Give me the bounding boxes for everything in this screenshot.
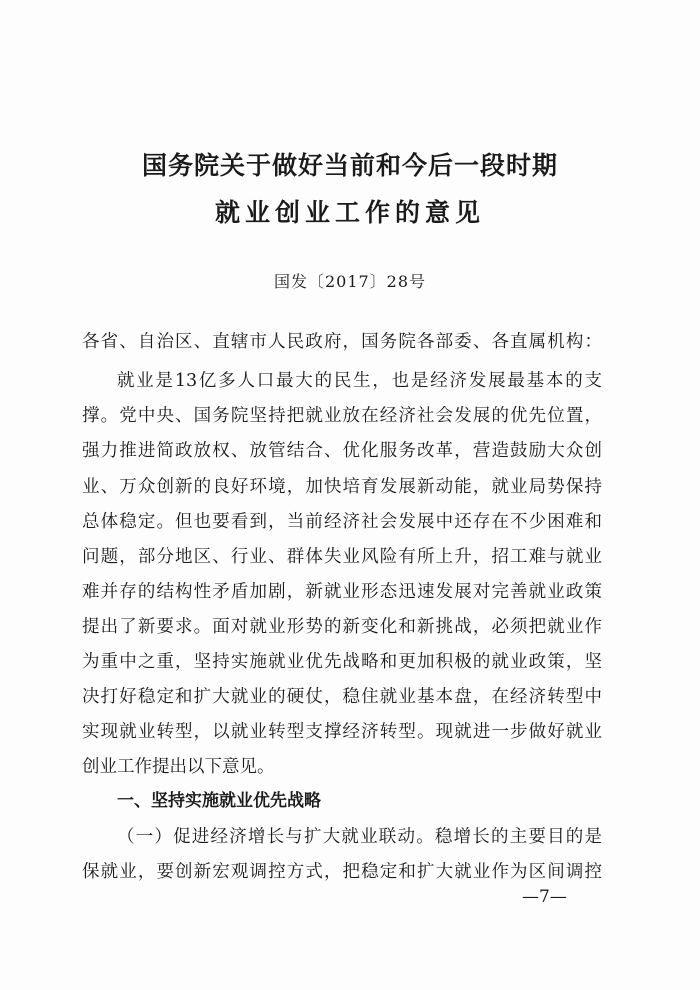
paragraph-1-line: 实现就业转型，以就业转型支撑经济转型。现就进一步做好就业 <box>82 722 602 742</box>
paragraph-1-line: 决打好稳定和扩大就业的硬仗，稳住就业基本盘，在经济转型中 <box>82 687 602 707</box>
paragraph-1-line: 强力推进简政放权、放管结合、优化服务改革，营造鼓励大众创 <box>82 441 602 461</box>
document-number: 国发〔2017〕28号 <box>273 272 427 291</box>
paragraph-1-line: 总体稳定。但也要看到，当前经济社会发展中还存在不少困难和 <box>82 512 602 532</box>
paragraph-1-line: 为重中之重，坚持实施就业优先战略和更加积极的就业政策，坚 <box>82 652 602 672</box>
document-title-line-1: 国务院关于做好当前和今后一段时期 <box>141 151 558 180</box>
page-number: —7— <box>522 887 567 907</box>
paragraph-1-line: 创业工作提出以下意见。 <box>82 757 275 777</box>
paragraph-2-line: （一）促进经济增长与扩大就业联动。稳增长的主要目的是 <box>117 827 602 847</box>
paragraph-2-line: 保就业，要创新宏观调控方式，把稳定和扩大就业作为区间调控 <box>82 862 602 882</box>
paragraph-1-line: 难并存的结构性矛盾加剧，新就业形态迅速发展对完善就业政策 <box>82 582 602 602</box>
paragraph-1-line: 撑。党中央、国务院坚持把就业放在经济社会发展的优先位置， <box>82 406 602 426</box>
paragraph-1-line: 问题，部分地区、行业、群体失业风险有所上升，招工难与就业 <box>82 547 602 567</box>
salutation: 各省、自治区、直辖市人民政府，国务院各部委、各直属机构： <box>82 332 602 352</box>
document-title-line-2: 就业创业工作的意见 <box>214 198 485 227</box>
paragraph-1-line: 业、万众创新的良好环境，加快培育发展新动能，就业局势保持 <box>82 477 602 497</box>
section-heading: 一、坚持实施就业优先战略 <box>117 791 321 811</box>
paragraph-1-line: 就业是13亿多人口最大的民生，也是经济发展最基本的支 <box>117 371 602 391</box>
paragraph-1-line: 提出了新要求。面对就业形势的新变化和新挑战，必须把就业作 <box>82 617 602 637</box>
